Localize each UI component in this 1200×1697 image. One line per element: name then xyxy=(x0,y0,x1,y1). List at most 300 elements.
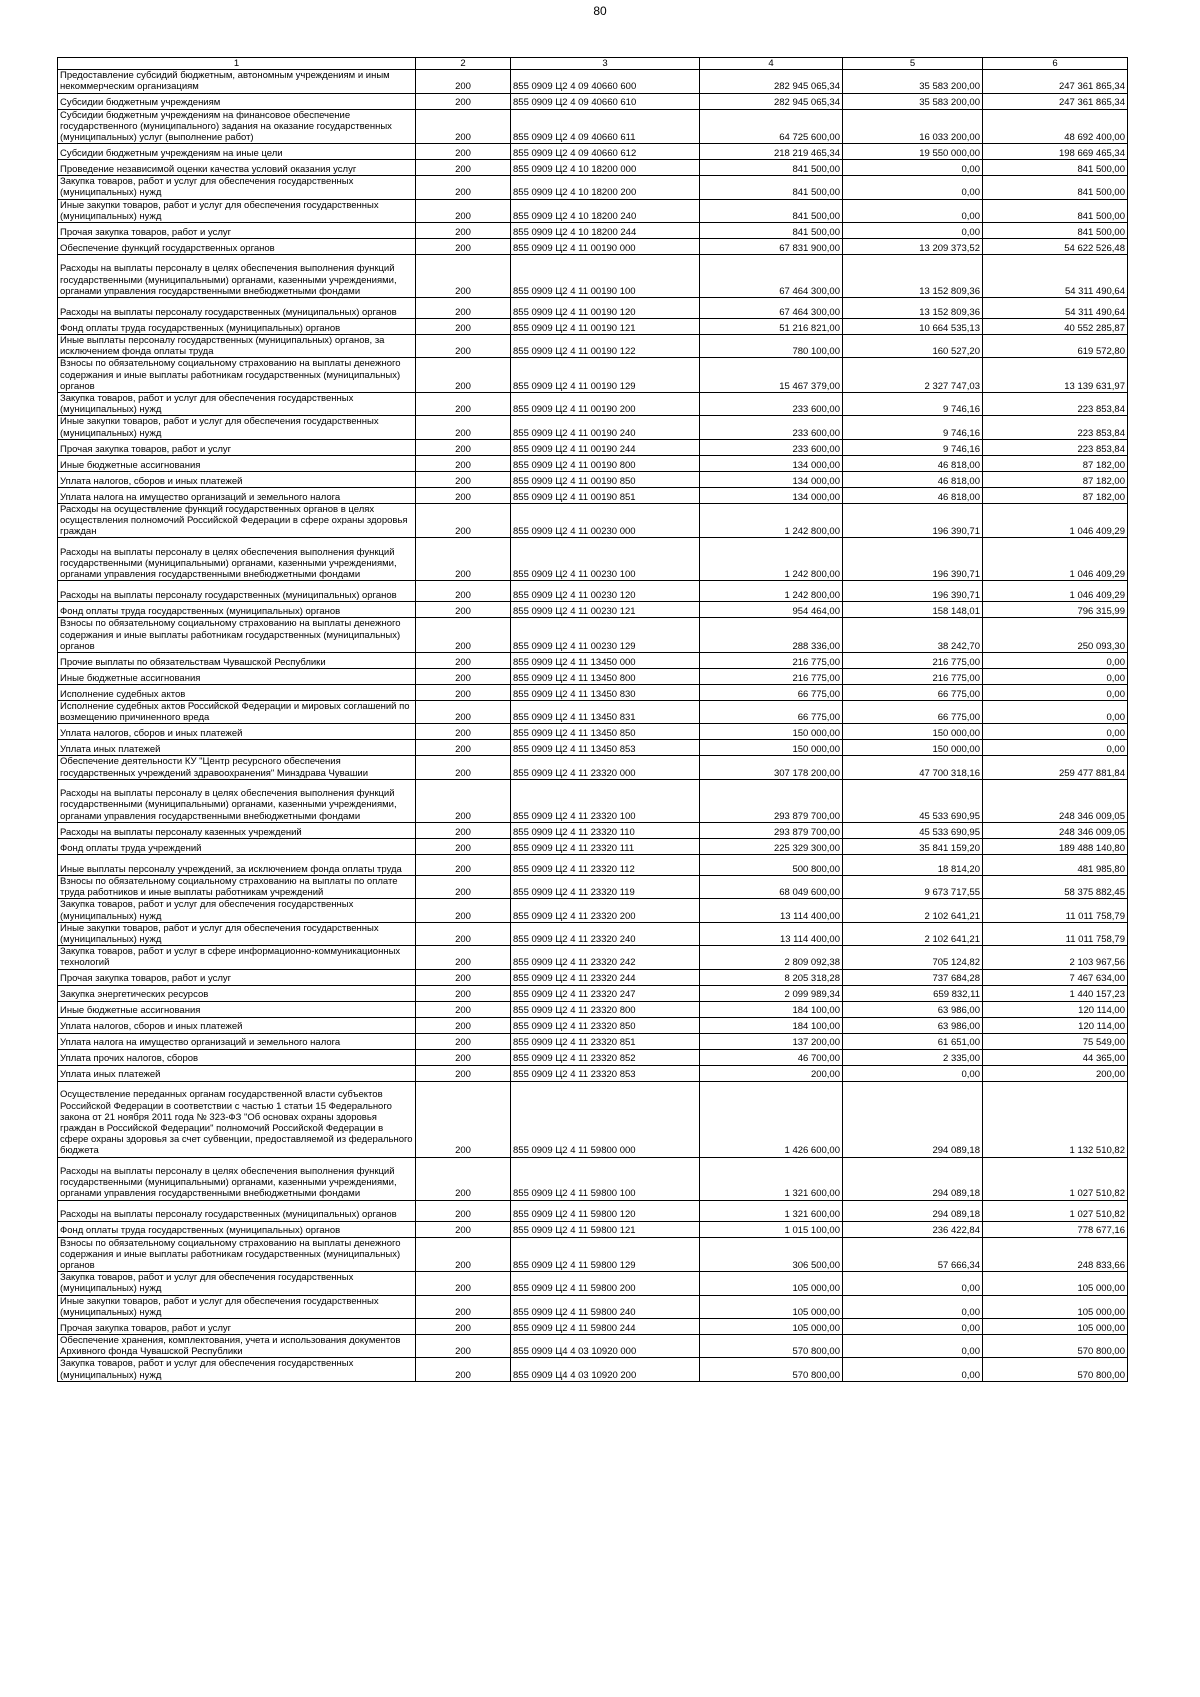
row-code-cell: 855 0909 Ц2 4 11 00190 129 xyxy=(511,358,700,393)
row-executed-cell: 46 818,00 xyxy=(843,487,983,503)
row-code-cell: 855 0909 Ц2 4 11 59800 129 xyxy=(511,1237,700,1272)
row-remaining-cell: 48 692 400,00 xyxy=(983,109,1128,144)
table-row xyxy=(58,899,1128,922)
table-row xyxy=(58,946,1128,969)
row-remaining-cell: 0,00 xyxy=(983,701,1128,724)
row-remaining-cell: 248 346 009,05 xyxy=(983,779,1128,822)
row-approved-cell: 105 000,00 xyxy=(700,1318,843,1334)
row-indicator-cell: 200 xyxy=(416,602,511,618)
row-indicator-cell: 200 xyxy=(416,1200,511,1221)
row-executed-cell: 10 664 535,13 xyxy=(843,319,983,335)
row-executed-cell: 160 527,20 xyxy=(843,335,983,358)
row-code-cell: 855 0909 Ц2 4 09 40660 611 xyxy=(511,109,700,144)
table-row xyxy=(58,503,1128,538)
row-indicator-cell: 200 xyxy=(416,669,511,685)
row-executed-cell: 196 390,71 xyxy=(843,538,983,581)
row-code-cell: 855 0909 Ц2 4 11 00190 240 xyxy=(511,416,700,439)
row-code-cell: 855 0909 Ц2 4 11 13450 831 xyxy=(511,701,700,724)
row-remaining-cell: 250 093,30 xyxy=(983,618,1128,653)
row-code-cell: 855 0909 Ц2 4 11 13450 800 xyxy=(511,669,700,685)
row-approved-cell: 1 426 600,00 xyxy=(700,1081,843,1157)
row-approved-cell: 68 049 600,00 xyxy=(700,875,843,898)
row-approved-cell: 225 329 300,00 xyxy=(700,838,843,854)
row-approved-cell: 306 500,00 xyxy=(700,1237,843,1272)
row-code-cell: 855 0909 Ц2 4 11 23320 247 xyxy=(511,985,700,1001)
row-code-cell: 855 0909 Ц2 4 09 40660 600 xyxy=(511,70,700,93)
row-executed-cell: 150 000,00 xyxy=(843,724,983,740)
row-executed-cell: 158 148,01 xyxy=(843,602,983,618)
table-row xyxy=(58,487,1128,503)
row-approved-cell: 570 800,00 xyxy=(700,1334,843,1357)
row-name-cell: Иные выплаты персоналу государственных (муниципальных) органов, за исключением фонда оплаты труда xyxy=(58,335,416,358)
row-remaining-cell: 841 500,00 xyxy=(983,199,1128,222)
row-executed-cell: 0,00 xyxy=(843,160,983,176)
row-code-cell: 855 0909 Ц2 4 11 59800 200 xyxy=(511,1272,700,1295)
table-row xyxy=(58,685,1128,701)
row-indicator-cell: 200 xyxy=(416,487,511,503)
row-code-cell: 855 0909 Ц2 4 10 18200 244 xyxy=(511,223,700,239)
row-code-cell: 855 0909 Ц2 4 11 59800 000 xyxy=(511,1081,700,1157)
row-name-cell: Закупка товаров, работ и услуг для обеспечения государственных (муниципальных) нужд xyxy=(58,1272,416,1295)
row-approved-cell: 282 945 065,34 xyxy=(700,70,843,93)
table-row xyxy=(58,1318,1128,1334)
row-code-cell: 855 0909 Ц2 4 10 18200 000 xyxy=(511,160,700,176)
row-indicator-cell: 200 xyxy=(416,875,511,898)
row-executed-cell: 13 152 809,36 xyxy=(843,255,983,298)
table-row xyxy=(58,581,1128,602)
column-header: 2 xyxy=(416,58,511,70)
row-indicator-cell: 200 xyxy=(416,1157,511,1200)
row-code-cell: 855 0909 Ц2 4 11 59800 240 xyxy=(511,1295,700,1318)
row-indicator-cell: 200 xyxy=(416,1033,511,1049)
row-approved-cell: 233 600,00 xyxy=(700,416,843,439)
table-row xyxy=(58,875,1128,898)
row-indicator-cell: 200 xyxy=(416,358,511,393)
table-row xyxy=(58,1157,1128,1200)
row-approved-cell: 67 464 300,00 xyxy=(700,298,843,319)
row-executed-cell: 35 583 200,00 xyxy=(843,70,983,93)
row-name-cell: Фонд оплаты труда государственных (муниципальных) органов xyxy=(58,319,416,335)
row-approved-cell: 134 000,00 xyxy=(700,471,843,487)
row-remaining-cell: 1 046 409,29 xyxy=(983,538,1128,581)
row-approved-cell: 1 321 600,00 xyxy=(700,1157,843,1200)
table-row xyxy=(58,838,1128,854)
row-remaining-cell: 105 000,00 xyxy=(983,1295,1128,1318)
row-name-cell: Уплата прочих налогов, сборов xyxy=(58,1049,416,1065)
table-row xyxy=(58,199,1128,222)
row-indicator-cell: 200 xyxy=(416,1017,511,1033)
row-remaining-cell: 1 046 409,29 xyxy=(983,581,1128,602)
table-row xyxy=(58,1334,1128,1357)
row-name-cell: Взносы по обязательному социальному страхованию на выплаты денежного содержания и иные выплаты работникам государственных (муниципальных) органов xyxy=(58,618,416,653)
row-executed-cell: 16 033 200,00 xyxy=(843,109,983,144)
row-executed-cell: 47 700 318,16 xyxy=(843,756,983,779)
row-name-cell: Иные бюджетные ассигнования xyxy=(58,455,416,471)
row-approved-cell: 105 000,00 xyxy=(700,1295,843,1318)
row-code-cell: 855 0909 Ц2 4 10 18200 240 xyxy=(511,199,700,222)
row-indicator-cell: 200 xyxy=(416,160,511,176)
table-row xyxy=(58,1065,1128,1081)
table-row xyxy=(58,618,1128,653)
row-name-cell: Иные выплаты персоналу учреждений, за исключением фонда оплаты труда xyxy=(58,854,416,875)
row-code-cell: 855 0909 Ц2 4 11 23320 110 xyxy=(511,822,700,838)
table-row xyxy=(58,756,1128,779)
row-approved-cell: 1 242 800,00 xyxy=(700,538,843,581)
row-indicator-cell: 200 xyxy=(416,471,511,487)
row-remaining-cell: 87 182,00 xyxy=(983,487,1128,503)
row-executed-cell: 63 986,00 xyxy=(843,1001,983,1017)
row-remaining-cell: 0,00 xyxy=(983,724,1128,740)
row-executed-cell: 63 986,00 xyxy=(843,1017,983,1033)
row-name-cell: Фонд оплаты труда государственных (муниципальных) органов xyxy=(58,1221,416,1237)
row-executed-cell: 0,00 xyxy=(843,199,983,222)
row-executed-cell: 13 152 809,36 xyxy=(843,298,983,319)
row-indicator-cell: 200 xyxy=(416,199,511,222)
table-row xyxy=(58,298,1128,319)
row-executed-cell: 2 102 641,21 xyxy=(843,899,983,922)
row-indicator-cell: 200 xyxy=(416,946,511,969)
row-indicator-cell: 200 xyxy=(416,1334,511,1357)
row-code-cell: 855 0909 Ц2 4 09 40660 612 xyxy=(511,144,700,160)
column-header: 6 xyxy=(983,58,1128,70)
table-row xyxy=(58,223,1128,239)
row-code-cell: 855 0909 Ц2 4 11 13450 850 xyxy=(511,724,700,740)
row-remaining-cell: 11 011 758,79 xyxy=(983,922,1128,945)
row-remaining-cell: 200,00 xyxy=(983,1065,1128,1081)
row-remaining-cell: 40 552 285,87 xyxy=(983,319,1128,335)
table-row xyxy=(58,1272,1128,1295)
row-executed-cell: 216 775,00 xyxy=(843,669,983,685)
row-name-cell: Расходы на выплаты персоналу государственных (муниципальных) органов xyxy=(58,298,416,319)
table-body xyxy=(58,70,1128,1382)
row-executed-cell: 38 242,70 xyxy=(843,618,983,653)
row-approved-cell: 46 700,00 xyxy=(700,1049,843,1065)
row-remaining-cell: 1 132 510,82 xyxy=(983,1081,1128,1157)
row-name-cell: Обеспечение деятельности КУ "Центр ресурсного обеспечения государственных учреждений здравоохранения" Минздрава Чувашии xyxy=(58,756,416,779)
row-approved-cell: 184 100,00 xyxy=(700,1001,843,1017)
column-header: 3 xyxy=(511,58,700,70)
table-row xyxy=(58,144,1128,160)
table-row xyxy=(58,1237,1128,1272)
row-remaining-cell: 87 182,00 xyxy=(983,471,1128,487)
row-name-cell: Проведение независимой оценки качества условий оказания услуг xyxy=(58,160,416,176)
row-indicator-cell: 200 xyxy=(416,1237,511,1272)
row-name-cell: Расходы на выплаты персоналу в целях обеспечения выполнения функций государственными (муниципальными) органами, казенными учреждениями, органами управления государственными внебюджетными фондами xyxy=(58,779,416,822)
row-approved-cell: 67 464 300,00 xyxy=(700,255,843,298)
row-executed-cell: 0,00 xyxy=(843,1065,983,1081)
row-executed-cell: 0,00 xyxy=(843,1295,983,1318)
row-name-cell: Уплата налогов, сборов и иных платежей xyxy=(58,724,416,740)
row-executed-cell: 9 746,16 xyxy=(843,416,983,439)
page-number: 80 xyxy=(593,4,607,18)
row-remaining-cell: 54 622 526,48 xyxy=(983,239,1128,255)
row-code-cell: 855 0909 Ц2 4 11 23320 852 xyxy=(511,1049,700,1065)
row-indicator-cell: 200 xyxy=(416,144,511,160)
row-executed-cell: 9 746,16 xyxy=(843,393,983,416)
row-remaining-cell: 1 046 409,29 xyxy=(983,503,1128,538)
table-row xyxy=(58,1033,1128,1049)
row-approved-cell: 13 114 400,00 xyxy=(700,922,843,945)
row-remaining-cell: 223 853,84 xyxy=(983,439,1128,455)
row-code-cell: 855 0909 Ц2 4 11 59800 244 xyxy=(511,1318,700,1334)
row-name-cell: Уплата иных платежей xyxy=(58,1065,416,1081)
row-remaining-cell: 2 103 967,56 xyxy=(983,946,1128,969)
row-code-cell: 855 0909 Ц2 4 10 18200 200 xyxy=(511,176,700,199)
row-executed-cell: 0,00 xyxy=(843,1272,983,1295)
row-executed-cell: 18 814,20 xyxy=(843,854,983,875)
row-approved-cell: 184 100,00 xyxy=(700,1017,843,1033)
row-executed-cell: 294 089,18 xyxy=(843,1157,983,1200)
row-code-cell: 855 0909 Ц2 4 09 40660 610 xyxy=(511,93,700,109)
row-executed-cell: 2 335,00 xyxy=(843,1049,983,1065)
row-indicator-cell: 200 xyxy=(416,1272,511,1295)
table-row xyxy=(58,319,1128,335)
row-remaining-cell: 105 000,00 xyxy=(983,1272,1128,1295)
row-approved-cell: 570 800,00 xyxy=(700,1358,843,1381)
row-code-cell: 855 0909 Ц2 4 11 23320 800 xyxy=(511,1001,700,1017)
row-executed-cell: 57 666,34 xyxy=(843,1237,983,1272)
row-indicator-cell: 200 xyxy=(416,298,511,319)
table-row xyxy=(58,416,1128,439)
row-remaining-cell: 198 669 465,34 xyxy=(983,144,1128,160)
row-name-cell: Субсидии бюджетным учреждениям xyxy=(58,93,416,109)
row-name-cell: Субсидии бюджетным учреждениям на иные цели xyxy=(58,144,416,160)
row-approved-cell: 134 000,00 xyxy=(700,455,843,471)
row-approved-cell: 64 725 600,00 xyxy=(700,109,843,144)
row-indicator-cell: 200 xyxy=(416,1295,511,1318)
column-header: 4 xyxy=(700,58,843,70)
row-code-cell: 855 0909 Ц2 4 11 23320 851 xyxy=(511,1033,700,1049)
row-executed-cell: 13 209 373,52 xyxy=(843,239,983,255)
table-row xyxy=(58,1049,1128,1065)
row-approved-cell: 15 467 379,00 xyxy=(700,358,843,393)
table-row xyxy=(58,455,1128,471)
row-remaining-cell: 13 139 631,97 xyxy=(983,358,1128,393)
row-code-cell: 855 0909 Ц2 4 11 13450 830 xyxy=(511,685,700,701)
row-code-cell: 855 0909 Ц2 4 11 59800 100 xyxy=(511,1157,700,1200)
row-remaining-cell: 841 500,00 xyxy=(983,160,1128,176)
row-approved-cell: 293 879 700,00 xyxy=(700,779,843,822)
row-remaining-cell: 1 027 510,82 xyxy=(983,1200,1128,1221)
row-indicator-cell: 200 xyxy=(416,922,511,945)
row-executed-cell: 9 673 717,55 xyxy=(843,875,983,898)
row-executed-cell: 236 422,84 xyxy=(843,1221,983,1237)
row-code-cell: 855 0909 Ц2 4 11 00230 129 xyxy=(511,618,700,653)
row-remaining-cell: 1 027 510,82 xyxy=(983,1157,1128,1200)
row-code-cell: 855 0909 Ц2 4 11 13450 000 xyxy=(511,653,700,669)
row-name-cell: Уплата налогов, сборов и иных платежей xyxy=(58,1017,416,1033)
row-name-cell: Расходы на выплаты персоналу в целях обеспечения выполнения функций государственными (муниципальными) органами, казенными учреждениями, органами управления государственными внебюджетными фондами xyxy=(58,538,416,581)
row-code-cell: 855 0909 Ц2 4 11 00230 000 xyxy=(511,503,700,538)
row-remaining-cell: 189 488 140,80 xyxy=(983,838,1128,854)
row-remaining-cell: 120 114,00 xyxy=(983,1017,1128,1033)
table-row xyxy=(58,393,1128,416)
row-executed-cell: 705 124,82 xyxy=(843,946,983,969)
table-row xyxy=(58,1081,1128,1157)
row-name-cell: Прочая закупка товаров, работ и услуг xyxy=(58,969,416,985)
row-approved-cell: 105 000,00 xyxy=(700,1272,843,1295)
row-approved-cell: 150 000,00 xyxy=(700,724,843,740)
row-code-cell: 855 0909 Ц2 4 11 00190 121 xyxy=(511,319,700,335)
row-indicator-cell: 200 xyxy=(416,109,511,144)
table-row xyxy=(58,969,1128,985)
row-name-cell: Расходы на выплаты персоналу казенных учреждений xyxy=(58,822,416,838)
row-remaining-cell: 778 677,16 xyxy=(983,1221,1128,1237)
row-name-cell: Закупка энергетических ресурсов xyxy=(58,985,416,1001)
table-row xyxy=(58,1001,1128,1017)
row-indicator-cell: 200 xyxy=(416,1221,511,1237)
row-code-cell: 855 0909 Ц2 4 11 00230 120 xyxy=(511,581,700,602)
table-row xyxy=(58,669,1128,685)
row-name-cell: Фонд оплаты труда государственных (муниципальных) органов xyxy=(58,602,416,618)
row-executed-cell: 35 583 200,00 xyxy=(843,93,983,109)
row-code-cell: 855 0909 Ц2 4 11 00230 100 xyxy=(511,538,700,581)
row-code-cell: 855 0909 Ц2 4 11 00230 121 xyxy=(511,602,700,618)
row-code-cell: 855 0909 Ц2 4 11 23320 000 xyxy=(511,756,700,779)
row-approved-cell: 200,00 xyxy=(700,1065,843,1081)
row-code-cell: 855 0909 Ц2 4 11 00190 244 xyxy=(511,439,700,455)
row-approved-cell: 1 015 100,00 xyxy=(700,1221,843,1237)
row-code-cell: 855 0909 Ц2 4 11 23320 119 xyxy=(511,875,700,898)
row-indicator-cell: 200 xyxy=(416,724,511,740)
table-row xyxy=(58,602,1128,618)
row-executed-cell: 35 841 159,20 xyxy=(843,838,983,854)
row-name-cell: Взносы по обязательному социальному страхованию на выплаты по оплате труда работников и иные выплаты работникам учреждений xyxy=(58,875,416,898)
row-executed-cell: 150 000,00 xyxy=(843,740,983,756)
row-code-cell: 855 0909 Ц2 4 11 00190 851 xyxy=(511,487,700,503)
row-executed-cell: 0,00 xyxy=(843,1334,983,1357)
row-indicator-cell: 200 xyxy=(416,176,511,199)
row-remaining-cell: 248 346 009,05 xyxy=(983,822,1128,838)
row-executed-cell: 0,00 xyxy=(843,176,983,199)
row-remaining-cell: 11 011 758,79 xyxy=(983,899,1128,922)
table-row xyxy=(58,985,1128,1001)
row-code-cell: 855 0909 Ц2 4 11 00190 122 xyxy=(511,335,700,358)
row-approved-cell: 216 775,00 xyxy=(700,653,843,669)
row-name-cell: Субсидии бюджетным учреждениям на финансовое обеспечение государственного (муниципального) задания на оказание государственных (муниципальных) услуг (выполнение работ) xyxy=(58,109,416,144)
row-indicator-cell: 200 xyxy=(416,439,511,455)
table-row xyxy=(58,1221,1128,1237)
table-header-row xyxy=(58,58,1128,70)
row-name-cell: Закупка товаров, работ и услуг для обеспечения государственных (муниципальных) нужд xyxy=(58,899,416,922)
row-name-cell: Прочая закупка товаров, работ и услуг xyxy=(58,223,416,239)
row-name-cell: Расходы на выплаты персоналу в целях обеспечения выполнения функций государственными (муниципальными) органами, казенными учреждениями, органами управления государственными внебюджетными фондами xyxy=(58,1157,416,1200)
row-indicator-cell: 200 xyxy=(416,255,511,298)
row-executed-cell: 0,00 xyxy=(843,223,983,239)
row-remaining-cell: 0,00 xyxy=(983,685,1128,701)
row-approved-cell: 51 216 821,00 xyxy=(700,319,843,335)
row-executed-cell: 2 102 641,21 xyxy=(843,922,983,945)
row-approved-cell: 282 945 065,34 xyxy=(700,93,843,109)
row-executed-cell: 196 390,71 xyxy=(843,503,983,538)
row-approved-cell: 841 500,00 xyxy=(700,176,843,199)
table-row xyxy=(58,740,1128,756)
table-row xyxy=(58,176,1128,199)
row-approved-cell: 2 809 092,38 xyxy=(700,946,843,969)
row-code-cell: 855 0909 Ц2 4 11 23320 240 xyxy=(511,922,700,945)
row-name-cell: Осуществление переданных органам государственной власти субъектов Российской Федерации в соответствии с частью 1 статьи 15 Федерального закона от 21 ноября 2011 года № 323-ФЗ "Об основах охраны здоровья граждан в Российской Федерации" полномочий Российской Федерации в сфере охраны здоровья за счет субвенции, предоставляемой из федерального бюджета xyxy=(58,1081,416,1157)
row-indicator-cell: 200 xyxy=(416,779,511,822)
row-name-cell: Иные закупки товаров, работ и услуг для обеспечения государственных (муниципальных) нужд xyxy=(58,1295,416,1318)
table-row xyxy=(58,538,1128,581)
table-row xyxy=(58,724,1128,740)
row-executed-cell: 66 775,00 xyxy=(843,701,983,724)
row-name-cell: Иные закупки товаров, работ и услуг для обеспечения государственных (муниципальных) нужд xyxy=(58,922,416,945)
row-indicator-cell: 200 xyxy=(416,416,511,439)
row-approved-cell: 66 775,00 xyxy=(700,685,843,701)
row-indicator-cell: 200 xyxy=(416,1081,511,1157)
row-code-cell: 855 0909 Ц2 4 11 00190 100 xyxy=(511,255,700,298)
row-name-cell: Обеспечение хранения, комплектования, учета и использования документов Архивного фонда Чувашской Республики xyxy=(58,1334,416,1357)
row-executed-cell: 46 818,00 xyxy=(843,455,983,471)
row-indicator-cell: 200 xyxy=(416,393,511,416)
table-row xyxy=(58,653,1128,669)
row-code-cell: 855 0909 Ц2 4 11 23320 242 xyxy=(511,946,700,969)
row-name-cell: Иные закупки товаров, работ и услуг для обеспечения государственных (муниципальных) нужд xyxy=(58,199,416,222)
row-indicator-cell: 200 xyxy=(416,685,511,701)
table-row xyxy=(58,160,1128,176)
row-approved-cell: 233 600,00 xyxy=(700,439,843,455)
row-name-cell: Иные закупки товаров, работ и услуг для обеспечения государственных (муниципальных) нужд xyxy=(58,416,416,439)
row-executed-cell: 0,00 xyxy=(843,1318,983,1334)
table-row xyxy=(58,239,1128,255)
table-row xyxy=(58,701,1128,724)
row-name-cell: Исполнение судебных актов xyxy=(58,685,416,701)
row-indicator-cell: 200 xyxy=(416,838,511,854)
row-remaining-cell: 841 500,00 xyxy=(983,176,1128,199)
row-remaining-cell: 44 365,00 xyxy=(983,1049,1128,1065)
row-name-cell: Уплата налогов, сборов и иных платежей xyxy=(58,471,416,487)
row-indicator-cell: 200 xyxy=(416,455,511,471)
table-row xyxy=(58,471,1128,487)
row-code-cell: 855 0909 Ц2 4 11 00190 800 xyxy=(511,455,700,471)
row-indicator-cell: 200 xyxy=(416,1318,511,1334)
row-name-cell: Взносы по обязательному социальному страхованию на выплаты денежного содержания и иные выплаты работникам государственных (муниципальных) органов xyxy=(58,358,416,393)
row-code-cell: 855 0909 Ц2 4 11 23320 112 xyxy=(511,854,700,875)
row-name-cell: Расходы на выплаты персоналу государственных (муниципальных) органов xyxy=(58,1200,416,1221)
row-name-cell: Фонд оплаты труда учреждений xyxy=(58,838,416,854)
row-remaining-cell: 259 477 881,84 xyxy=(983,756,1128,779)
row-code-cell: 855 0909 Ц4 4 03 10920 200 xyxy=(511,1358,700,1381)
row-executed-cell: 61 651,00 xyxy=(843,1033,983,1049)
row-remaining-cell: 570 800,00 xyxy=(983,1334,1128,1357)
row-executed-cell: 659 832,11 xyxy=(843,985,983,1001)
row-executed-cell: 216 775,00 xyxy=(843,653,983,669)
row-remaining-cell: 0,00 xyxy=(983,653,1128,669)
column-header: 5 xyxy=(843,58,983,70)
row-approved-cell: 954 464,00 xyxy=(700,602,843,618)
row-indicator-cell: 200 xyxy=(416,93,511,109)
row-name-cell: Обеспечение функций государственных органов xyxy=(58,239,416,255)
row-remaining-cell: 54 311 490,64 xyxy=(983,255,1128,298)
row-remaining-cell: 223 853,84 xyxy=(983,393,1128,416)
row-remaining-cell: 619 572,80 xyxy=(983,335,1128,358)
row-executed-cell: 2 327 747,03 xyxy=(843,358,983,393)
row-indicator-cell: 200 xyxy=(416,854,511,875)
row-executed-cell: 0,00 xyxy=(843,1358,983,1381)
row-indicator-cell: 200 xyxy=(416,335,511,358)
row-code-cell: 855 0909 Ц2 4 11 23320 200 xyxy=(511,899,700,922)
row-code-cell: 855 0909 Ц2 4 11 23320 111 xyxy=(511,838,700,854)
row-indicator-cell: 200 xyxy=(416,985,511,1001)
row-indicator-cell: 200 xyxy=(416,581,511,602)
table-row xyxy=(58,255,1128,298)
row-approved-cell: 307 178 200,00 xyxy=(700,756,843,779)
row-name-cell: Иные бюджетные ассигнования xyxy=(58,669,416,685)
row-indicator-cell: 200 xyxy=(416,70,511,93)
row-executed-cell: 737 684,28 xyxy=(843,969,983,985)
row-indicator-cell: 200 xyxy=(416,239,511,255)
